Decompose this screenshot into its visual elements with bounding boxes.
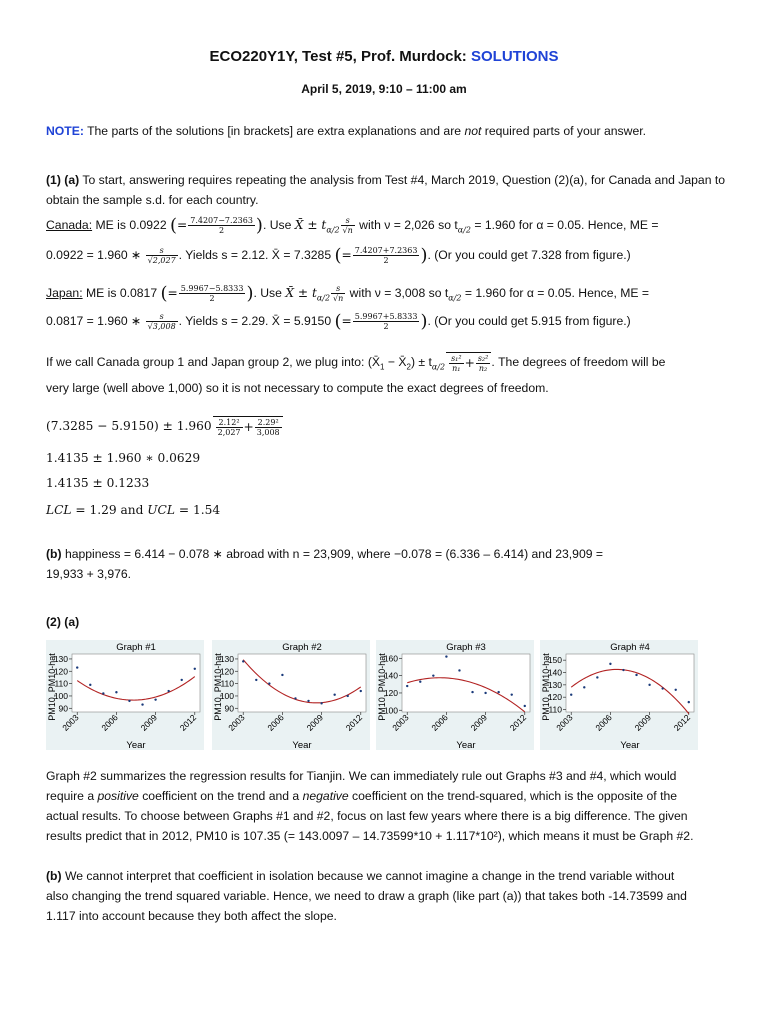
calc-line-1 [46, 416, 726, 437]
x-tick-label: 2009 [632, 712, 654, 733]
data-point [688, 701, 690, 703]
text: results predict that in 2012, PM10 is 107.35 (= 143.0097 – 14.73599*10 + 1.117*10²), which means it must be Graph #2. [46, 829, 694, 843]
x-axis-label: Year [620, 740, 640, 751]
alpha2: α/2 [457, 225, 471, 235]
text: actual results. To choose between Graphs #1 and #2, focus on last few years where there is a big difference. The given [46, 809, 688, 823]
y-tick-label: 150 [547, 655, 562, 666]
frac-den: n₁ [452, 364, 461, 374]
y-tick-label: 120 [53, 666, 68, 677]
data-point [648, 684, 650, 686]
data-point [432, 674, 434, 676]
calc-sqrt [213, 416, 283, 437]
frac-num: 5.9967−5.8333 [180, 284, 244, 294]
calc-frac-1 [216, 418, 243, 437]
y-tick-label: 90 [58, 703, 68, 714]
x-tick-label: 2012 [671, 712, 693, 733]
data-point [458, 669, 460, 671]
lcl: LCL [46, 503, 72, 517]
xbar-pm: X̄ ± t [294, 218, 327, 232]
data-point [570, 694, 572, 696]
title-main: ECO220Y1Y, Test #5, Prof. Murdock: [209, 48, 471, 65]
graph-3-svg [376, 640, 534, 752]
graph-2-svg [212, 640, 370, 752]
q1b-line2: 19,933 + 3,976. [46, 567, 132, 581]
q1b-text: happiness = 6.414 − 0.078 ∗ abroad with n = 23,909, where −0.078 = (6.336 – 6.414) and 23,909 = [61, 547, 604, 561]
data-point [115, 691, 117, 693]
canada-fraction-2 [353, 246, 420, 265]
text: . Use [253, 286, 286, 300]
text: = 1.54 [174, 503, 221, 517]
text: = 1.960 for α = 0.05. Hence, ME = [470, 218, 659, 232]
graph-3 [376, 640, 534, 752]
japan-fraction-2 [353, 312, 420, 331]
s2-over-n2 [476, 354, 491, 373]
frac-num: s [341, 216, 355, 226]
data-point [333, 694, 335, 696]
data-point [445, 655, 447, 657]
frac-den: n₂ [478, 364, 488, 374]
alpha2: α/2 [448, 293, 462, 303]
text: coefficient on the trend and a [138, 789, 303, 803]
data-point [268, 682, 270, 684]
data-point [661, 687, 663, 689]
y-tick-label: 120 [547, 692, 562, 703]
x-axis-label: Year [456, 740, 476, 751]
data-point [128, 700, 130, 702]
text: 0.0922 = 1.960 ∗ [46, 248, 145, 262]
frac-den: √2,027 [147, 256, 176, 266]
canada-line-1: Canada: ME is 0.0922 (= $\frac{7.4207-7.2363}{2}$ ). Use X̄ ± $t_{\alpha/2}$ $\frac{s}{√n}$ with ν = 2,026 so $t_{\alpha/2} = 1.960$ for α = 0.05. Hence, ME = [46, 214, 659, 236]
s-over-sqrt-n [331, 284, 345, 303]
q1a-paragraph [46, 170, 726, 210]
frac-num: s [146, 246, 178, 256]
x-tick-label: 2003 [226, 712, 247, 733]
canada-line-2: 0.0922 = 1.960 ∗ $\frac{s}{√2,027}$ . Yields s = 2.12. X̄ = 7.3285 (= $\frac{7.4207+7.2363}{2}$ ). (Or you could get 7.328 from figure.) [46, 244, 631, 266]
data-point [635, 674, 637, 676]
y-tick-label: 130 [547, 679, 562, 690]
frac-num: s₂² [477, 354, 489, 364]
doc-title [0, 48, 768, 65]
y-axis-label: PM10, PM10-hat [541, 653, 551, 721]
x-tick-label: 2006 [593, 712, 614, 733]
note-not: not [464, 124, 482, 138]
q1a-text: To start, answering requires repeating the analysis from Test #4, March 2019, Question (2)(a), for Canada and Japan to obtain the sample s.d. for each country. [46, 173, 726, 207]
text: . (Or you could get 5.915 from figure.) [427, 314, 631, 328]
data-point [497, 691, 499, 693]
alpha2: α/2 [316, 293, 331, 303]
data-point [102, 692, 104, 694]
frac-num: 2.29² [255, 418, 282, 428]
data-point [609, 663, 611, 665]
calc-line-3: 1.4135 ± 0.1233 [46, 476, 150, 490]
frac-den: 2 [209, 294, 215, 304]
y-tick-label: 120 [383, 687, 398, 698]
s-over-sqrt [146, 312, 178, 331]
x-tick-label: 2003 [390, 712, 411, 733]
data-point [320, 702, 322, 704]
text: coefficient on the trend-squared, which is the opposite of the [348, 789, 678, 803]
text: . The degrees of freedom will be [491, 355, 666, 369]
text: with ν = 2,026 so t [355, 218, 458, 232]
frac-num: 7.4207+7.2363 [354, 246, 418, 256]
text: If we call Canada group 1 and Japan group 2, we plug into: (X̄ [46, 355, 381, 369]
note-paragraph [46, 121, 726, 141]
x-tick-label: 2012 [507, 712, 529, 733]
note-text: The parts of the solutions [in brackets] are extra explanations and are [83, 124, 465, 138]
data-point [484, 692, 486, 694]
data-point [360, 690, 362, 692]
canada-me: ME is 0.0922 [92, 218, 170, 232]
graph-2 [212, 640, 370, 752]
text: . (Or you could get 7.328 from figure.) [427, 248, 631, 262]
calc-line-2: 1.4135 ± 1.960 ∗ 0.0629 [46, 451, 201, 465]
data-point [281, 674, 283, 676]
frac-num: s [146, 312, 178, 322]
graph-4-svg [540, 640, 698, 752]
text: Graph #2 summarizes the regression results for Tianjin. We can immediately rule out Graphs #3 and #4, which would [46, 769, 677, 783]
x-tick-label: 2006 [429, 712, 450, 733]
frac-den: 2 [383, 256, 389, 266]
text: . Use [262, 218, 295, 232]
text: 1.117 into account because they both affect the slope. [46, 909, 337, 923]
x-tick-label: 2009 [304, 712, 326, 733]
data-point [181, 679, 183, 681]
data-point [307, 700, 309, 702]
y-tick-label: 100 [383, 705, 398, 716]
text: = 1.960 for α = 0.05. Hence, ME = [461, 286, 650, 300]
data-point [596, 676, 598, 678]
y-tick-label: 100 [219, 690, 234, 701]
y-axis-label: PM10, PM10-hat [377, 653, 387, 721]
text: ) ± t [410, 355, 432, 369]
data-point [524, 705, 526, 707]
frac-num: 7.4207−7.2363 [190, 216, 253, 226]
x-tick-label: 2009 [138, 712, 160, 733]
japan-fraction [179, 284, 246, 303]
frac-den: √n [342, 226, 353, 236]
frac-den: 2 [383, 322, 389, 332]
y-axis-label: PM10, PM10-hat [47, 653, 57, 721]
x-axis-label: Year [292, 740, 312, 751]
q2b-label: (b) [46, 869, 62, 883]
text: with ν = 3,008 so t [346, 286, 449, 300]
q2a-paragraph [46, 766, 726, 846]
calc-line-4 [46, 500, 726, 520]
s1-over-n1 [449, 354, 464, 373]
data-point [675, 689, 677, 691]
japan-me: ME is 0.0817 [82, 286, 161, 300]
y-tick-label: 110 [220, 678, 234, 689]
text: − X̄ [384, 355, 407, 369]
plot-area [238, 654, 366, 712]
data-point [242, 660, 244, 662]
q2b-paragraph [46, 866, 726, 926]
x-tick-label: 2012 [177, 712, 199, 733]
text: require a [46, 789, 98, 803]
frac-den: √3,008 [147, 322, 176, 332]
data-point [255, 679, 257, 681]
q1b-label: (b) [46, 547, 62, 561]
plot-area [72, 654, 200, 712]
canada-label: Canada: [46, 218, 93, 232]
plot-area [566, 654, 694, 712]
sqrt-expression: $\frac{\text{s₁²}}{\text{n₁}}$ + $\frac{\text{s₂²}}{\text{n₂}}$ [446, 352, 491, 373]
data-point [141, 703, 143, 705]
y-tick-label: 120 [219, 666, 234, 677]
japan-line-1: Japan: ME is 0.0817 (= $\frac{5.9967-5.8333}{2}$ ). Use X̄ ± $t_{\alpha/2}$ $\frac{s}{√n}$ with ν = 3,008 so $t_{\alpha/2} = 1.960$ for α = 0.05. Hence, ME = [46, 282, 650, 304]
japan-line-2: 0.0817 = 1.960 ∗ $\frac{s}{√3,008}$ . Yields s = 2.29. X̄ = 5.9150 (= $\frac{5.9967+5.8333}{2}$ ). (Or you could get 5.915 from figure.) [46, 310, 631, 332]
frac-num: s₁² [451, 354, 462, 364]
s-over-sqrt-n [341, 216, 355, 235]
graph-4 [540, 640, 698, 752]
text-negative: negative [302, 789, 349, 803]
y-tick-label: 100 [53, 690, 68, 701]
text: . Yields s = 2.12. X̄ = 7.3285 [178, 248, 335, 262]
y-axis-label: PM10, PM10-hat [213, 653, 223, 721]
y-tick-label: 140 [547, 667, 562, 678]
plug-line-2: very large (well above 1,000) so it is not necessary to compute the exact degrees of freedom. [46, 381, 549, 395]
data-point [76, 666, 78, 668]
x-tick-label: 2003 [554, 712, 575, 733]
text: 0.0817 = 1.960 ∗ [46, 314, 145, 328]
q1a-label: (1) (a) [46, 173, 80, 187]
data-point [471, 691, 473, 693]
frac-den: 2,027 [217, 428, 241, 437]
graph-title: Graph #4 [610, 642, 650, 653]
note-text-end: required parts of your answer. [481, 124, 647, 138]
data-point [347, 695, 349, 697]
x-tick-label: 2006 [99, 712, 120, 733]
canada-fraction [188, 216, 255, 235]
y-tick-label: 160 [383, 653, 398, 664]
japan-label: Japan: [46, 286, 83, 300]
q2a-label: (2) (a) [46, 615, 80, 629]
y-tick-label: 110 [548, 704, 562, 715]
calc-frac-2 [255, 418, 282, 437]
text: also changing the trend squared variable. Hence, we need to draw a graph (like part (a)) that takes both -14.73599 and [46, 889, 687, 903]
data-point [406, 685, 408, 687]
s-over-sqrt [146, 246, 178, 265]
plus: + [243, 420, 254, 434]
x-tick-label: 2006 [265, 712, 286, 733]
data-point [583, 686, 585, 688]
data-point [194, 668, 196, 670]
x-tick-label: 2009 [468, 712, 490, 733]
graph-title: Graph #2 [282, 642, 322, 653]
plug-line-1: If we call Canada group 1 and Japan group 2, we plug into: ($X̄_1$ − $X̄_2) \pm t_{\alpha/2}$ $\frac{\text{s₁²}}{\text{n₁}}$ + $\frac{\text{s₂²}}{\text{n₂}}$ . The degrees of freedom will be [46, 354, 666, 374]
q1b-paragraph [46, 544, 726, 584]
frac-den: 3,008 [256, 428, 280, 437]
frac-num: 2.12² [216, 418, 243, 428]
text: = 1.29 and [71, 503, 148, 517]
note-label: NOTE: [46, 124, 84, 138]
x-tick-label: 2003 [60, 712, 81, 733]
text-positive: positive [97, 789, 139, 803]
text: We cannot interpret that coefficient in isolation because we cannot imagine a change in the trend variable without [61, 869, 675, 883]
title-solutions: SOLUTIONS [470, 48, 559, 65]
x-tick-label: 2012 [343, 712, 365, 733]
graph-1-svg [46, 640, 204, 752]
data-point [294, 697, 296, 699]
data-point [419, 681, 421, 683]
y-tick-label: 130 [219, 653, 234, 664]
y-tick-label: 140 [383, 670, 398, 681]
frac-num: 5.9967+5.8333 [354, 312, 418, 322]
text: . Yields s = 2.29. X̄ = 5.9150 [178, 314, 335, 328]
text: (7.3285 − 5.9150) ± 1.960 [46, 419, 212, 433]
plot-area [402, 654, 530, 712]
graph-title: Graph #3 [446, 642, 486, 653]
data-point [622, 669, 624, 671]
doc-date: April 5, 2019, 9:10 – 11:00 am [301, 82, 467, 96]
alpha2: α/2 [326, 225, 340, 235]
ucl: UCL [147, 503, 175, 517]
data-point [154, 698, 156, 700]
data-point [89, 684, 91, 686]
data-point [167, 690, 169, 692]
frac-den: 2 [219, 226, 225, 236]
frac-num: s [331, 284, 345, 294]
y-tick-label: 90 [224, 703, 234, 714]
data-point [511, 693, 513, 695]
x-axis-label: Year [126, 740, 146, 751]
y-tick-label: 130 [53, 653, 68, 664]
alpha2: α/2 [431, 362, 446, 372]
frac-den: √n [333, 294, 344, 304]
graph-1 [46, 640, 204, 752]
y-tick-label: 110 [54, 678, 68, 689]
graph-title: Graph #1 [116, 642, 156, 653]
xbar-pm: X̄ ± t [285, 286, 317, 300]
